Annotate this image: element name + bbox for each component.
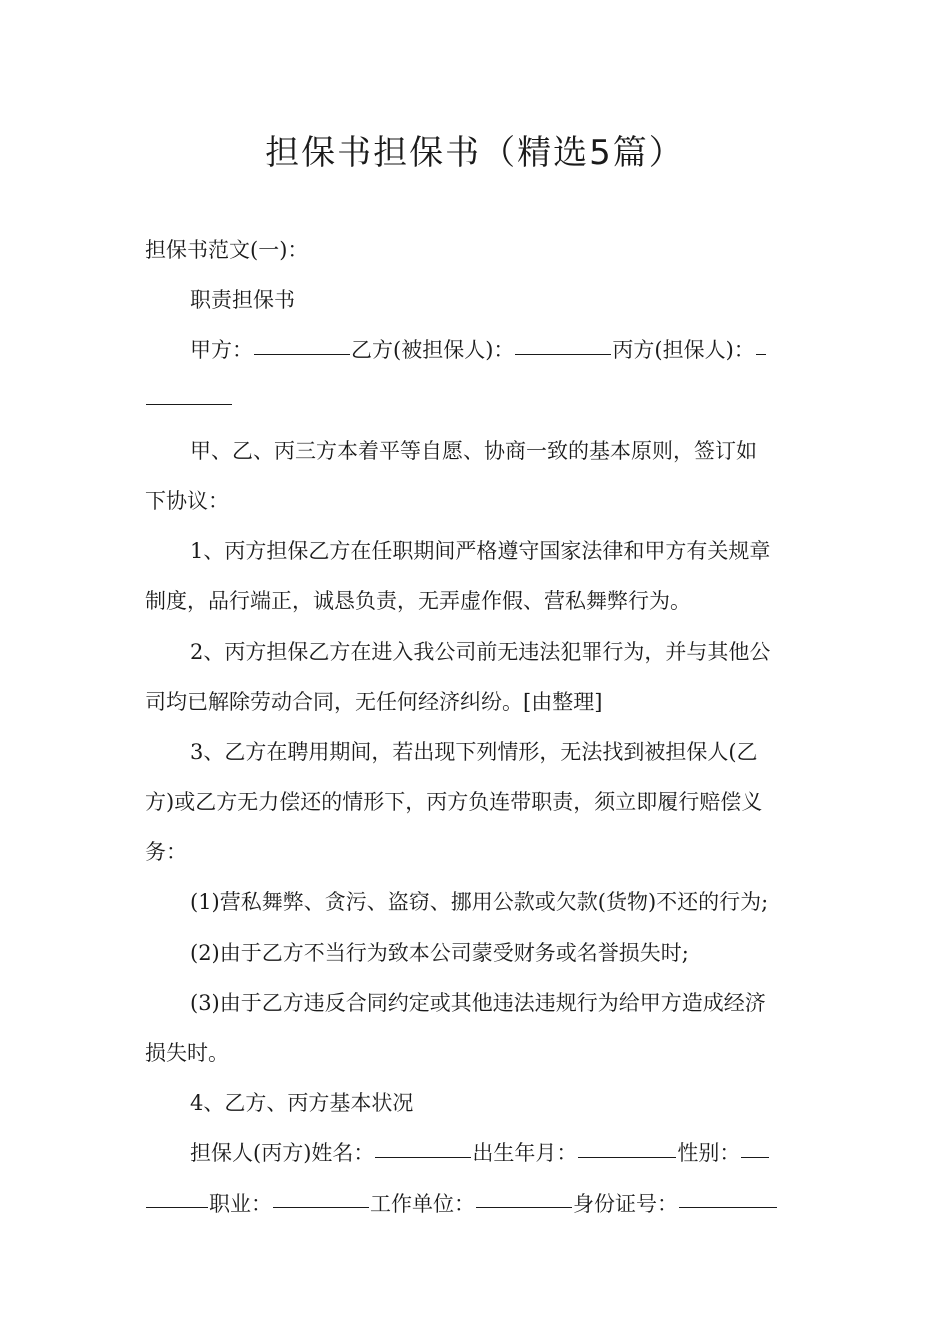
sub-clause-3: (3)由于乙方违反合同约定或其他违法违规行为给甲方造成经济 bbox=[190, 990, 766, 1015]
field-employer-label: 工作单位： bbox=[370, 1191, 475, 1216]
field-gender-label: 性别： bbox=[677, 1141, 741, 1166]
field-birth-blank bbox=[578, 1156, 676, 1158]
sub-clause-3-cont: 损失时。 bbox=[145, 1041, 229, 1065]
field-name-label: 担保人(丙方)姓名： bbox=[190, 1141, 375, 1166]
clause-4: 4、乙方、丙方基本状况 bbox=[190, 1091, 414, 1116]
document-name: 职责担保书 bbox=[190, 288, 295, 313]
field-employer-blank bbox=[476, 1206, 572, 1208]
field-job-label: 职业： bbox=[209, 1191, 272, 1216]
clause-1: 1、丙方担保乙方在任职期间严格遵守国家法律和甲方有关规章 bbox=[190, 539, 771, 564]
sub-clause-1: (1)营私舞弊、贪污、盗窃、挪用公款或欠款(货物)不还的行为; bbox=[190, 890, 769, 915]
field-job-blank bbox=[273, 1206, 369, 1208]
document-body bbox=[145, 225, 810, 1229]
clause-3: 3、乙方在聘用期间，若出现下列情形，无法找到被担保人(乙 bbox=[190, 739, 758, 764]
clause-3-cont-2: 务： bbox=[145, 840, 187, 865]
field-birth-label: 出生年月： bbox=[472, 1141, 578, 1166]
party-a-label: 甲方： bbox=[190, 338, 253, 363]
guarantor-fields-line bbox=[145, 1128, 810, 1178]
party-b-blank bbox=[515, 353, 611, 355]
party-c-blank-end bbox=[146, 403, 232, 405]
intro-paragraph-cont: 下协议： bbox=[145, 488, 229, 513]
document-title: 担保书担保书（精选5篇） bbox=[265, 133, 685, 173]
parties-line-continued bbox=[145, 376, 810, 426]
field-id-label: 身份证号： bbox=[573, 1191, 678, 1216]
field-name-blank bbox=[375, 1156, 471, 1158]
field-id-blank bbox=[679, 1206, 777, 1208]
party-b-label: 乙方(被担保人)： bbox=[351, 338, 515, 363]
guarantor-fields-line-2 bbox=[145, 1179, 810, 1229]
field-gender-blank-end bbox=[146, 1206, 208, 1208]
clause-1-cont: 制度，品行端正，诚恳负责，无弄虚作假、营私舞弊行为。 bbox=[145, 589, 691, 614]
clause-2-cont: 司均已解除劳动合同，无任何经济纠纷。[由整理] bbox=[145, 689, 603, 714]
party-c-label: 丙方(担保人)： bbox=[612, 338, 755, 363]
intro-paragraph: 甲、乙、丙三方本着平等自愿、协商一致的基本原则，签订如 bbox=[190, 438, 757, 463]
section-heading: 担保书范文(一)： bbox=[145, 238, 309, 262]
clause-3-cont: 方)或乙方无力偿还的情形下，丙方负连带职责，须立即履行赔偿义 bbox=[145, 790, 763, 815]
field-gender-blank-start bbox=[741, 1156, 769, 1158]
party-a-blank bbox=[254, 353, 350, 355]
clause-2: 2、丙方担保乙方在进入我公司前无违法犯罪行为，并与其他公 bbox=[190, 639, 771, 664]
sub-clause-2: (2)由于乙方不当行为致本公司蒙受财务或名誉损失时; bbox=[190, 940, 689, 965]
parties-line bbox=[145, 325, 810, 375]
party-c-blank-start bbox=[756, 353, 766, 355]
